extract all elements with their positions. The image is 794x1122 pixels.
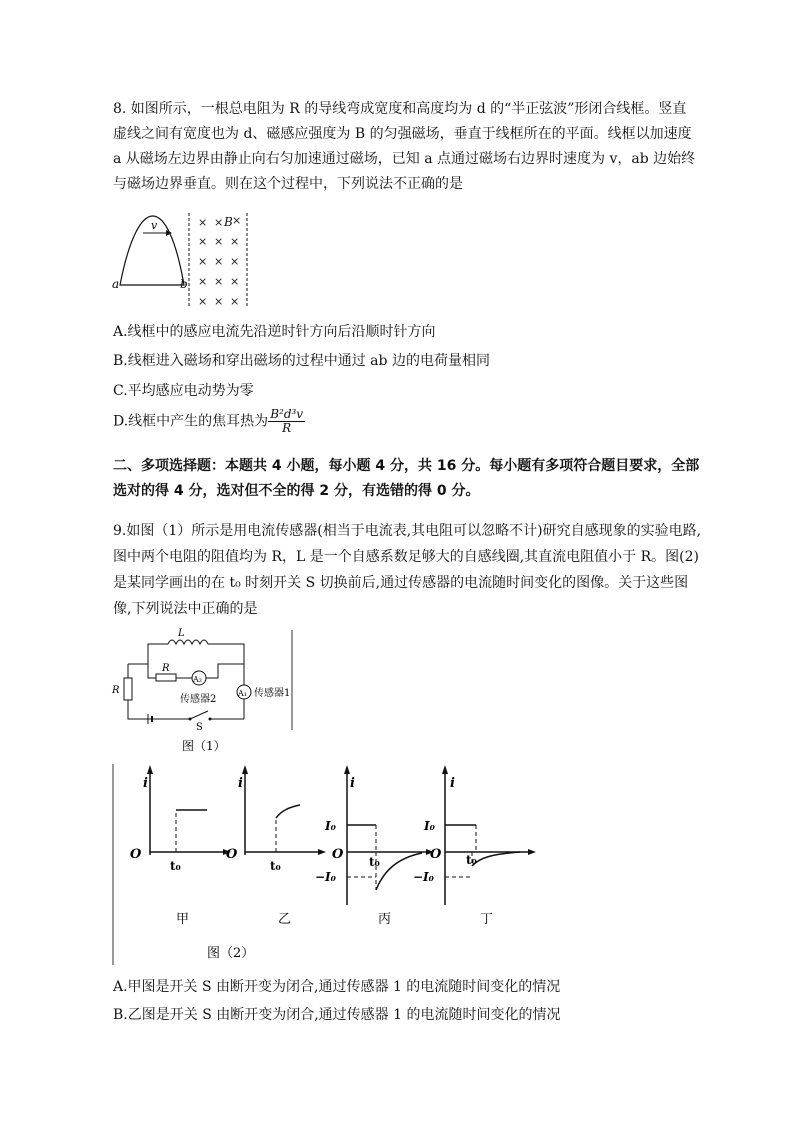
joule-heat-fraction: $\frac{\text{B²d³v}}{R}$ [270, 407, 304, 435]
svg-text:O: O [226, 847, 238, 862]
q9-stem-line-1: 9.如图（1）所示是用电流传感器(相当于电流表,其电阻可以忽略不计)研究自感现象的实验电路, [113, 523, 702, 539]
svg-text:×: × [230, 275, 240, 288]
svg-text:t₀: t₀ [170, 859, 181, 873]
label-sensor-1: 传感器1 [254, 688, 291, 699]
graph-bing [315, 765, 434, 927]
q8-option-c: C.平均感应电动势为零 [113, 383, 254, 399]
svg-text:t₀: t₀ [466, 853, 477, 867]
q8-stem-line-4: 与磁场边界垂直。则在这个过程中，下列说法不正确的是 [113, 176, 463, 192]
svg-text:i: i [238, 776, 243, 791]
svg-text:×: × [198, 295, 208, 308]
svg-text:×: × [230, 255, 240, 268]
svg-text:A₂: A₂ [193, 675, 202, 684]
svg-text:I₀: I₀ [424, 819, 435, 833]
svg-text:O: O [130, 847, 142, 862]
q8-option-b: B.线框进入磁场和穿出磁场的过程中通过 ab 边的电荷量相同 [113, 353, 490, 369]
label-switch: S [196, 722, 203, 733]
magnetic-field-crosses [198, 214, 241, 308]
svg-text:×: × [198, 235, 208, 248]
figure-2-caption: 图（2） [207, 946, 255, 961]
svg-text:−I₀: −I₀ [315, 870, 336, 884]
q8-stem-line-2: 虚线之间有宽度也为 d、磁感应强度为 B 的匀强磁场，垂直于线框所在的平面。线框以加速度 [113, 126, 692, 142]
figure-1-caption: 图（1） [182, 739, 226, 753]
svg-text:×: × [230, 235, 240, 248]
q9-current-graphs [110, 760, 550, 970]
graph-yi [226, 765, 326, 927]
section2-heading-line-2: 选对的得 4 分，选对但不全的得 2 分，有选错的得 0 分。 [113, 483, 480, 499]
svg-text:甲: 甲 [176, 912, 190, 927]
graph-jia [130, 765, 231, 927]
label-r-left: R [112, 685, 120, 696]
graph-ding [413, 765, 536, 927]
svg-text:−I₀: −I₀ [413, 870, 434, 884]
svg-text:丁: 丁 [480, 912, 494, 927]
svg-text:A₁: A₁ [238, 689, 247, 698]
svg-text:×: × [214, 235, 224, 248]
svg-text:×: × [232, 214, 242, 227]
svg-text:i: i [143, 776, 148, 791]
svg-text:O: O [430, 847, 442, 862]
q8-option-a: A.线框中的感应电流先沿逆时针方向后沿顺时针方向 [113, 324, 436, 340]
svg-text:乙: 乙 [278, 912, 292, 927]
q9-option-a: A.甲图是开关 S 由断开变为闭合,通过传感器 1 的电流随时间变化的情况 [113, 979, 561, 995]
q9-stem-line-2: 图中两个电阻的阻值均为 R，L 是一个自感系数足够大的自感线圈,其直流电阻值小于 R。图(2) [113, 549, 700, 565]
svg-text:I₀: I₀ [325, 819, 336, 833]
label-v: v [151, 219, 158, 232]
svg-text:×: × [214, 255, 224, 268]
q9-stem-line-4: 像,下列说法中正确的是 [113, 601, 258, 617]
svg-text:丙: 丙 [378, 912, 392, 927]
label-inductor: L [178, 628, 185, 639]
label-sensor-2: 传感器2 [180, 694, 217, 705]
svg-text:i: i [350, 776, 355, 791]
svg-text:t₀: t₀ [369, 855, 380, 869]
svg-text:×: × [198, 255, 208, 268]
svg-text:B: B [224, 215, 233, 229]
label-r-inner: R [162, 663, 170, 674]
q8-stem-line-1: 8. 如图所示，一根总电阻为 R 的导线弯成宽度和高度均为 d 的“半正弦波”形闭合线框。竖直 [113, 101, 687, 117]
q8-stem-line-3: a 从磁场左边界由静止向右匀加速通过磁场，已知 a 点通过磁场右边界时速度为 v，ab 边始终 [113, 151, 696, 167]
svg-text:×: × [214, 295, 224, 308]
q8-option-d-text: D.线框中产生的焦耳热为 [113, 413, 269, 430]
q9-stem-line-3: 是某同学画出的在 t₀ 时刻开关 S 切换前后,通过传感器的电流随时间变化的图像。关于这些图 [113, 575, 689, 591]
svg-text:t₀: t₀ [270, 859, 281, 873]
q9-option-b: B.乙图是开关 S 由断开变为闭合,通过传感器 1 的电流随时间变化的情况 [113, 1007, 561, 1023]
q9-circuit-diagram [108, 626, 298, 756]
svg-text:×: × [198, 216, 208, 229]
section2-heading-line-1: 二、多项选择题：本题共 4 小题，每小题 4 分，共 16 分。每小题有多项符合题目要求，全部 [113, 458, 700, 474]
svg-text:×: × [214, 275, 224, 288]
q8-figure [108, 208, 258, 308]
label-a: a [112, 277, 120, 291]
label-b: b [180, 277, 188, 291]
svg-text:×: × [230, 295, 240, 308]
svg-text:i: i [450, 776, 455, 791]
q8-option-d [113, 408, 305, 435]
svg-text:×: × [214, 216, 224, 229]
svg-text:O: O [332, 847, 344, 862]
svg-text:×: × [198, 275, 208, 288]
